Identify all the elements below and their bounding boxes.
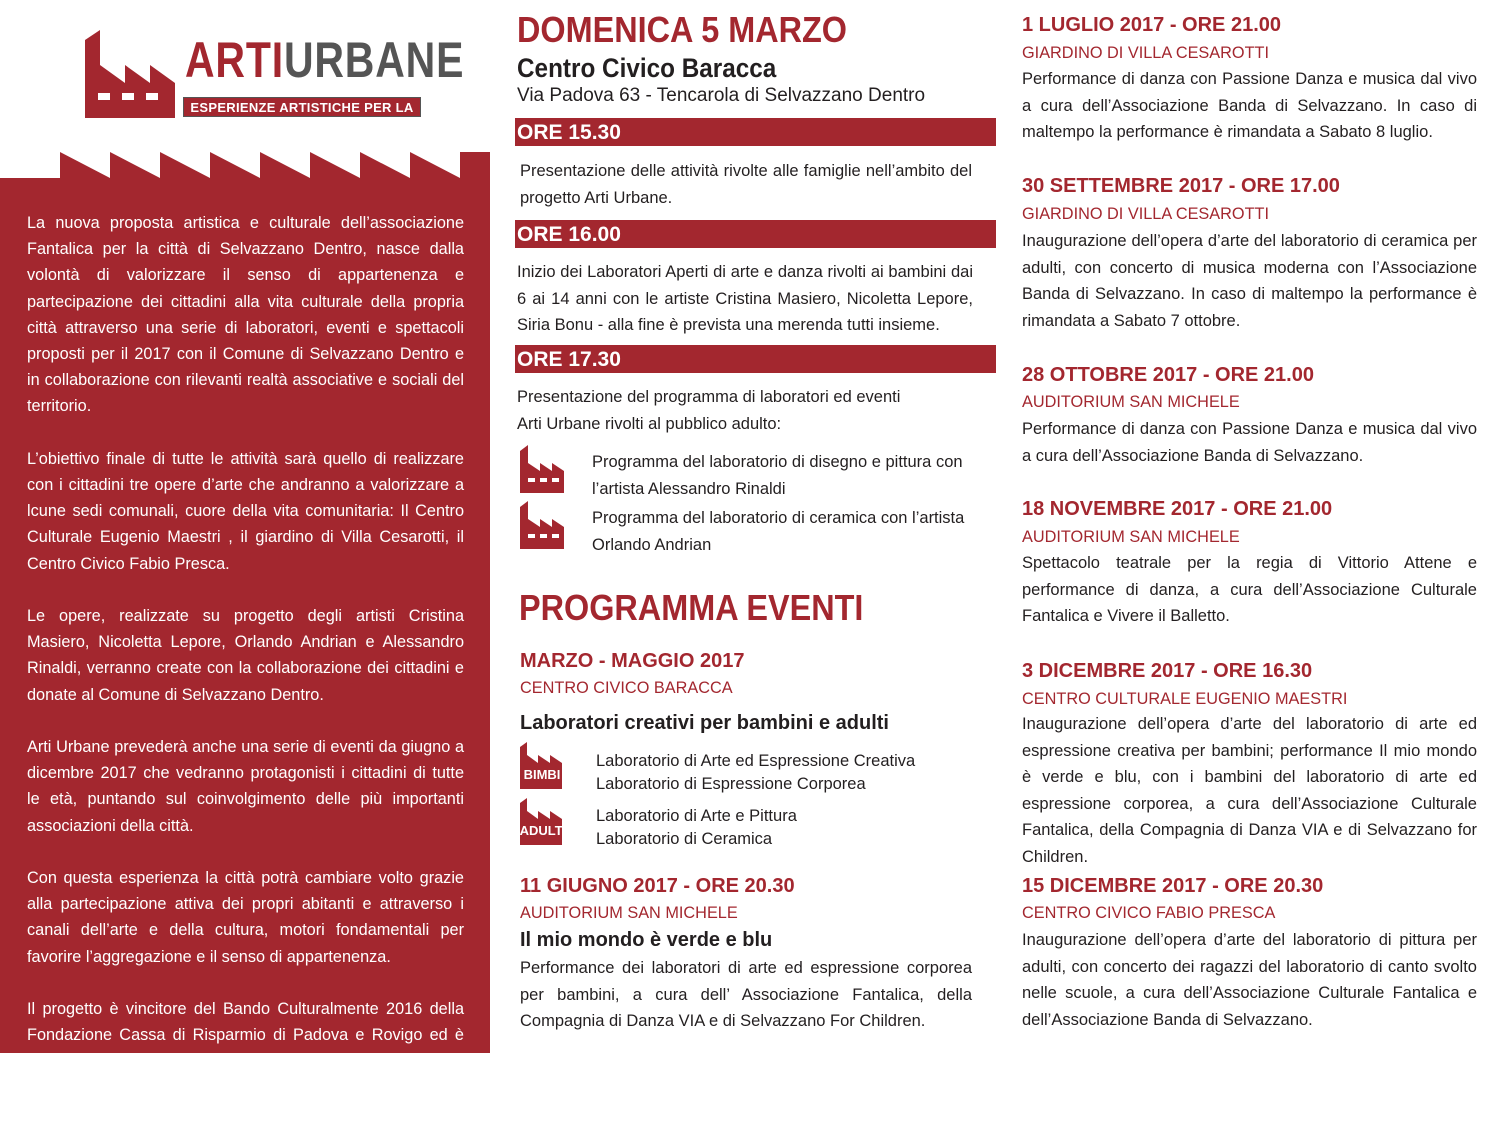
event-date: 11 GIUGNO 2017 - ORE 20.30 bbox=[520, 875, 795, 897]
event-date: 1 LUGLIO 2017 - ORE 21.00 bbox=[1022, 14, 1281, 36]
opening-venue: Centro Civico Baracca bbox=[517, 53, 777, 83]
opening-address: Via Padova 63 - Tencarola di Selvazzano Dentro bbox=[517, 85, 926, 106]
event-description: Performance dei laboratori di arte ed espressione corporea per bambini, a cura dell’ Associazione Fantalica, della Compagnia di Danza VIA e di Selvazzano For Children. bbox=[520, 959, 972, 1030]
event-date: 15 DICEMBRE 2017 - ORE 20.30 bbox=[1022, 875, 1324, 897]
factory-icon bbox=[518, 741, 568, 791]
event-date: MARZO - MAGGIO 2017 bbox=[520, 650, 745, 672]
intro-paragraph: Con questa esperienza la città potrà cambiare volto grazie alla partecipazione attiva dei propri abitanti e attraverso i canali dell’arte e della cultura, motori fondamentali per favorire l’aggregazione e il senso di appartenenza. bbox=[27, 869, 464, 966]
event-date: 3 DICEMBRE 2017 - ORE 16.30 bbox=[1022, 660, 1313, 682]
factory-icon bbox=[80, 25, 180, 125]
intro-paragraph: Il progetto è vincitore del Bando Culturalmente 2016 della Fondazione Cassa di Risparmio di Padova e Rovigo ed è Patrocinato dalla Provincia di Padova e dal Comune di Selvazzano Dentro. bbox=[27, 1000, 464, 1097]
event-place: GIARDINO DI VILLA CESAROTTI bbox=[1022, 205, 1269, 223]
event-place: GIARDINO DI VILLA CESAROTTI bbox=[1022, 44, 1269, 62]
event-title: Laboratori creativi per bambini e adulti bbox=[520, 712, 889, 734]
event-place: CENTRO CULTURALE EUGENIO MAESTRI bbox=[1022, 690, 1348, 708]
event-place: AUDITORIUM SAN MICHELE bbox=[1022, 528, 1240, 546]
event-description: Inaugurazione dell’opera d’arte del laboratorio di ceramica per adulti, con concerto di musica moderna con l’Associazione Banda di Selvazzano. In caso di maltempo la performance è rimandata a Sabato 7 ottobre. bbox=[1022, 232, 1477, 330]
logo-tagline: ESPERIENZE ARTISTICHE PER LA CITTÀ bbox=[183, 97, 421, 117]
list-item: Programma del laboratorio di ceramica con l’artista Orlando Andrian bbox=[592, 509, 965, 554]
time-bar: ORE 17.30 bbox=[515, 345, 996, 373]
badge-label: ADULTI bbox=[519, 823, 567, 838]
event-title: Il mio mondo è verde e blu bbox=[520, 929, 773, 951]
intro-paragraph: Arti Urbane prevederà anche una serie di eventi da giugno a dicembre 2017 che vedranno protagonisti i cittadini di tutte le età, puntando sul coinvolgimento delle più importanti associazioni della città. bbox=[27, 738, 464, 835]
event-place: AUDITORIUM SAN MICHELE bbox=[520, 904, 738, 922]
event-place: CENTRO CIVICO FABIO PRESCA bbox=[1022, 904, 1276, 922]
event-description: Inaugurazione dell’opera d’arte del laboratorio di pittura per adulti, con concerto dei ragazzi del laboratorio di canto svolto nelle scuole, a cura dell’Associazione Culturale Fantalica e dell’Associazione Banda di Selvazzano. bbox=[1022, 931, 1477, 1029]
list-item: Laboratorio di Arte ed Espressione Creativa Laboratorio di Espressione Corporea bbox=[596, 752, 916, 793]
event-description: Performance di danza con Passione Danza e musica dal vivo a cura dell’Associazione Banda di Selvazzano. In caso di maltempo la performance è rimandata a Sabato 8 luglio. bbox=[1022, 70, 1477, 141]
list-item: Programma del laboratorio di disegno e pittura con l’artista Alessandro Rinaldi bbox=[592, 453, 963, 498]
factory-icon bbox=[518, 797, 568, 847]
intro-text bbox=[27, 210, 464, 1127]
slot-description: Presentazione delle attività rivolte alle famiglie nell’ambito del progetto Arti Urbane. bbox=[520, 162, 972, 207]
event-description: Inaugurazione dell’opera d’arte del laboratorio di arte ed espressione creativa per bambini; performance Il mio mondo è verde e blu, con i bambini del laboratorio di arte ed espressione corporea, a cura dell’Associazione Culturale Fantalica, della Compagnia di Danza VIA e di Selvazzano for Children. bbox=[1022, 715, 1477, 866]
opening-date: DOMENICA 5 MARZO bbox=[517, 9, 848, 50]
event-date: 18 NOVEMBRE 2017 - ORE 21.00 bbox=[1022, 498, 1333, 520]
slot-description: Presentazione del programma di laboratori ed eventi Arti Urbane rivolti al pubblico adulto: bbox=[517, 388, 901, 433]
slot-description: Inizio dei Laboratori Aperti di arte e danza rivolti ai bambini dai 6 ai 14 anni con le artiste Cristina Masiero, Nicoletta Lepore, Siria Bonu - alla fine è prevista una merenda tutti insieme. bbox=[517, 263, 973, 334]
time-bar: ORE 15.30 bbox=[515, 118, 996, 146]
badge-label: BIMBI bbox=[523, 767, 561, 782]
event-place: AUDITORIUM SAN MICHELE bbox=[1022, 393, 1240, 411]
factory-icon bbox=[518, 499, 570, 551]
intro-paragraph: Le opere, realizzate su progetto degli artisti Cristina Masiero, Nicoletta Lepore, Orlando Andrian e Alessandro Rinaldi, verranno create con la collaborazione dei cittadini e donate al Comune di Selvazzano Dentro. bbox=[27, 607, 464, 704]
event-description: Performance di danza con Passione Danza e musica dal vivo a cura dell’Associazione Banda di Selvazzano. bbox=[1022, 420, 1477, 465]
section-heading: PROGRAMMA EVENTI bbox=[519, 587, 864, 628]
event-date: 28 OTTOBRE 2017 - ORE 21.00 bbox=[1022, 364, 1314, 386]
intro-paragraph: L’obiettivo finale di tutte le attività sarà quello di realizzare con i cittadini tre opere d’arte che andranno a valorizzare a lcune sedi comunali, cuore della vita comunitaria: Il Centro Culturale Eugenio Maestri , il giardino di Villa Cesarotti, il Centro Civico Fabio Presca. bbox=[27, 449, 464, 573]
list-item: Laboratorio di Arte e Pittura Laboratorio di Ceramica bbox=[596, 807, 797, 848]
factory-icon bbox=[518, 443, 570, 495]
intro-paragraph: La nuova proposta artistica e culturale dell’associazione Fantalica per la città di Selvazzano Dentro, nasce dalla volontà di valorizzare il senso di appartenenza e partecipazione dei cittadini alla vita culturale della propria città attraverso una serie di laboratori, eventi e spettacoli proposti per il 2017 con il Comune di Selvazzano Dentro e in collaborazione con rilevanti realtà associative e sociali del territorio. bbox=[27, 214, 464, 416]
event-place: CENTRO CIVICO BARACCA bbox=[520, 679, 733, 697]
logo-wordmark: ARTIURBANE bbox=[185, 32, 465, 88]
time-bar: ORE 16.00 bbox=[515, 220, 996, 248]
event-date: 30 SETTEMBRE 2017 - ORE 17.00 bbox=[1022, 175, 1340, 197]
event-description: Spettacolo teatrale per la regia di Vittorio Attene e performance di danza, a cura dell’Associazione Culturale Fantalica e Vivere il Balletto. bbox=[1022, 554, 1477, 625]
